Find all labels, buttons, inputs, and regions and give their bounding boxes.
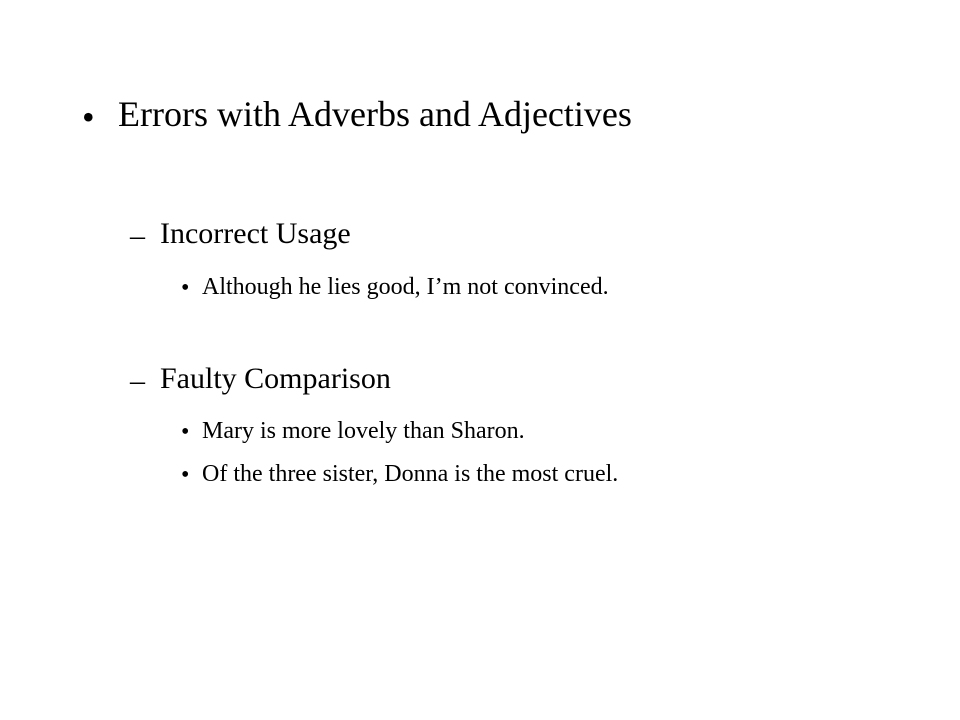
example-text: Mary is more lovely than Sharon. — [202, 418, 525, 444]
example-bullet: • — [181, 419, 190, 445]
section-dash: – — [130, 219, 145, 252]
heading-bullet: • — [82, 97, 95, 137]
section-title-faulty-comparison: Faulty Comparison — [160, 362, 391, 395]
example-text: Of the three sister, Donna is the most cruel. — [202, 461, 619, 487]
example-text: Although he lies good, I’m not convinced. — [202, 274, 609, 300]
section-dash: – — [130, 364, 145, 397]
section-title-incorrect-usage: Incorrect Usage — [160, 217, 351, 250]
example-bullet: • — [181, 462, 190, 488]
example-bullet: • — [181, 275, 190, 301]
slide-heading: Errors with Adverbs and Adjectives — [118, 94, 632, 134]
